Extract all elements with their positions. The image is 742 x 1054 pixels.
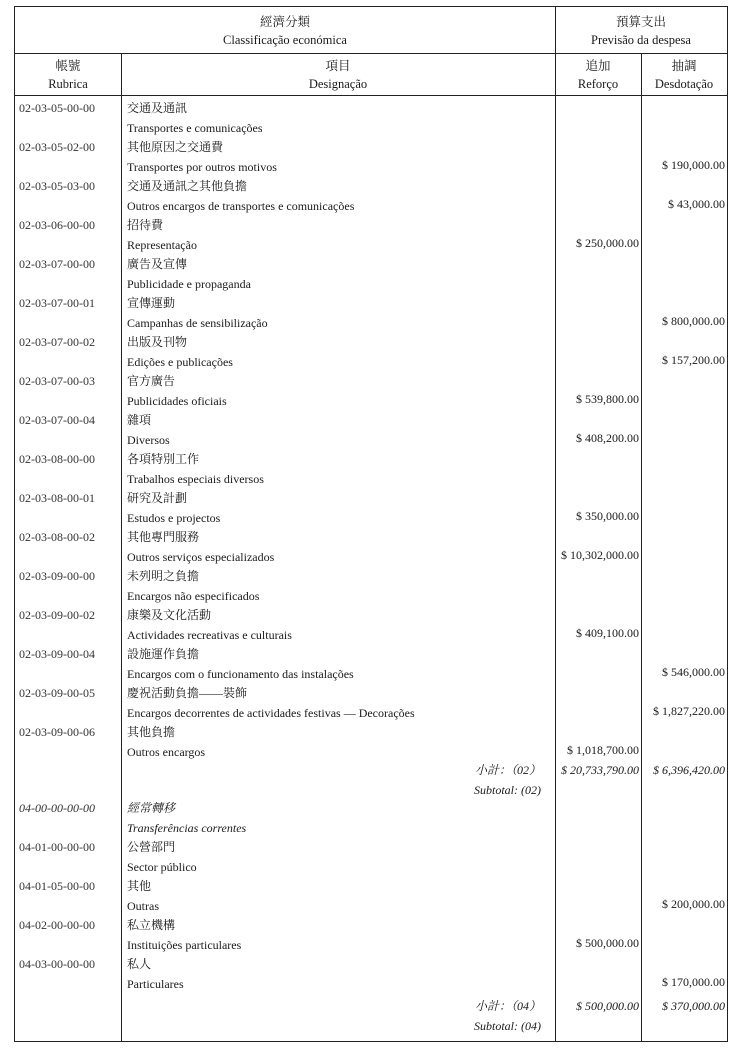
table-row [15,955,727,993]
designation-pt: Outros encargos de transportes e comunicações [127,199,355,213]
reforco-amount: $ 539,800.00 [576,392,639,406]
table-row [15,138,727,176]
reforco-amount: $ 409,100.00 [576,626,639,640]
table-row [15,99,727,137]
designation-zh: 經常轉移 [127,801,176,815]
designation-zh: 設施運作負擔 [127,647,200,661]
designation-zh: 康樂及文化活動 [127,608,212,622]
designation-pt: Transportes e comunicações [127,121,263,135]
header-rubrica [15,57,121,93]
designation-zh: 官方廣告 [127,374,176,388]
desdotacao-amount: $ 800,000.00 [662,314,725,328]
rubrica-code: 02-03-09-00-04 [19,647,95,661]
header-econ-zh: 經濟分類 [259,15,310,29]
designation-pt: Instituições particulares [127,938,242,952]
designation-zh: 雜項 [127,413,152,427]
designation-pt: Publicidade e propaganda [127,277,251,291]
table-row [15,333,727,371]
rubrica-code: 02-03-08-00-02 [19,530,95,544]
subtotal-02-pt: Subtotal: (02) [474,783,541,797]
table-row [15,567,727,605]
designation-pt: Trabalhos especiais diversos [127,472,264,486]
subtotal-02-desdotacao: $ 6,396,420.00 [653,763,725,777]
table-row [15,877,727,915]
header-designacao-pt: Designação [308,77,368,91]
budget-table [14,6,728,1042]
header-budget-pt: Previsão da despesa [591,33,691,47]
rubrica-code: 04-00-00-00-00 [19,801,95,815]
table-row [15,216,727,254]
rubrica-code: 02-03-07-00-01 [19,296,95,310]
subtotal-04-pt: Subtotal: (04) [474,1019,541,1033]
designation-pt: Estudos e projectos [127,511,221,525]
rubrica-code: 02-03-05-02-00 [19,140,95,154]
designation-pt: Campanhas de sensibilização [127,316,268,330]
rubrica-code: 02-03-08-00-01 [19,491,95,505]
header-econ-pt: Classificação económica [223,33,347,47]
rubrica-code: 04-01-05-00-00 [19,879,95,893]
subtotal-04-zh: 小計：（04） [474,999,541,1013]
table-row [15,411,727,449]
reforco-amount: $ 500,000.00 [576,936,639,950]
table-row [15,838,727,876]
desdotacao-amount: $ 546,000.00 [662,665,725,679]
subtotal-02-zh: 小計：（02） [474,763,541,777]
table-row [15,489,727,527]
designation-pt: Sector público [127,860,197,874]
designation-zh: 公營部門 [127,840,176,854]
table-row [15,255,727,293]
header-designacao-zh: 項目 [325,59,351,73]
table-row [15,528,727,566]
table-row [15,372,727,410]
reforco-amount: $ 10,302,000.00 [561,548,639,562]
subtotal-02-row [15,761,727,799]
designation-pt: Particulares [127,977,184,991]
desdotacao-amount: $ 170,000.00 [662,975,725,989]
table-row [15,294,727,332]
rubrica-code: 02-03-07-00-02 [19,335,95,349]
designation-zh: 宣傳運動 [127,296,176,310]
designation-zh: 其他 [127,879,152,893]
subtotal-04-row [15,997,727,1035]
table-row [15,723,727,761]
subtotal-04-desdotacao: $ 370,000.00 [662,999,725,1013]
designation-zh: 其他原因之交通費 [127,140,224,154]
table-row [15,916,727,954]
header-reforco-pt: Reforço [577,77,619,91]
desdotacao-amount: $ 157,200.00 [662,353,725,367]
designation-zh: 未列明之負擔 [127,569,200,583]
designation-zh: 交通及通訊之其他負擔 [127,179,248,193]
designation-pt: Edições e publicações [127,355,233,369]
header-desdotacao-zh: 抽調 [671,59,697,73]
designation-zh: 各項特別工作 [127,452,200,466]
reforco-amount: $ 250,000.00 [576,236,639,250]
rubrica-code: 04-03-00-00-00 [19,957,95,971]
subtotal-02-reforco: $ 20,733,790.00 [561,763,639,777]
table-row [15,450,727,488]
rubrica-code: 02-03-05-03-00 [19,179,95,193]
table-row [15,684,727,722]
reforco-amount: $ 408,200.00 [576,431,639,445]
designation-zh: 廣告及宣傳 [127,257,188,271]
designation-pt: Outras [127,899,159,913]
rubrica-code: 02-03-07-00-00 [19,257,95,271]
table-row [15,606,727,644]
header-desdotacao-pt: Desdotação [654,77,714,91]
designation-pt: Publicidades oficiais [127,394,227,408]
designation-zh: 其他專門服務 [127,530,200,544]
rubrica-code: 04-02-00-00-00 [19,918,95,932]
designation-pt: Transportes por outros motivos [127,160,277,174]
subtotal-04-reforco: $ 500,000.00 [576,999,639,1013]
rubrica-code: 02-03-08-00-00 [19,452,95,466]
header-econ [15,13,555,49]
rubrica-code: 02-03-05-00-00 [19,101,95,115]
designation-pt: Outros encargos [127,745,206,759]
desdotacao-amount: $ 190,000.00 [662,158,725,172]
designation-pt: Encargos com o funcionamento das instalações [127,667,354,681]
header-budget [555,13,727,49]
designation-zh: 私人 [127,957,152,971]
rubrica-code: 02-03-09-00-02 [19,608,95,622]
rubrica-code: 02-03-07-00-03 [19,374,95,388]
header-rubrica-zh: 帳號 [55,59,81,73]
designation-zh: 研究及計劃 [127,491,188,505]
designation-pt: Encargos não especificados [127,589,260,603]
designation-zh: 交通及通訊 [127,101,188,115]
header-rubrica-pt: Rubrica [48,77,88,91]
header-reforco-zh: 追加 [585,59,611,73]
designation-pt: Encargos decorrentes de actividades festivas — Decorações [127,706,415,720]
table-row [15,645,727,683]
designation-zh: 出版及刊物 [127,335,188,349]
designation-pt: Transferências correntes [127,821,247,835]
rubrica-code: 04-01-00-00-00 [19,840,95,854]
header-desdotacao [641,57,727,93]
desdotacao-amount: $ 43,000.00 [668,197,725,211]
header-budget-zh: 預算支出 [615,15,666,29]
reforco-amount: $ 1,018,700.00 [567,743,639,757]
header-reforco [555,57,641,93]
desdotacao-amount: $ 1,827,220.00 [653,704,725,718]
header-designacao [121,57,555,93]
designation-zh: 私立機構 [127,918,176,932]
designation-pt: Outros serviços especializados [127,550,275,564]
rubrica-code: 02-03-06-00-00 [19,218,95,232]
rubrica-code: 02-03-09-00-05 [19,686,95,700]
rubrica-code: 02-03-09-00-00 [19,569,95,583]
designation-zh: 慶祝活動負擔——裝飾 [127,686,248,700]
designation-zh: 招待費 [127,218,164,232]
designation-zh: 其他負擔 [127,725,176,739]
desdotacao-amount: $ 200,000.00 [662,897,725,911]
reforco-amount: $ 350,000.00 [576,509,639,523]
rubrica-code: 02-03-07-00-04 [19,413,95,427]
designation-pt: Representação [127,238,197,252]
designation-pt: Actividades recreativas e culturais [127,628,292,642]
rubrica-code: 02-03-09-00-06 [19,725,95,739]
table-row [15,799,727,837]
table-row [15,177,727,215]
designation-pt: Diversos [127,433,170,447]
